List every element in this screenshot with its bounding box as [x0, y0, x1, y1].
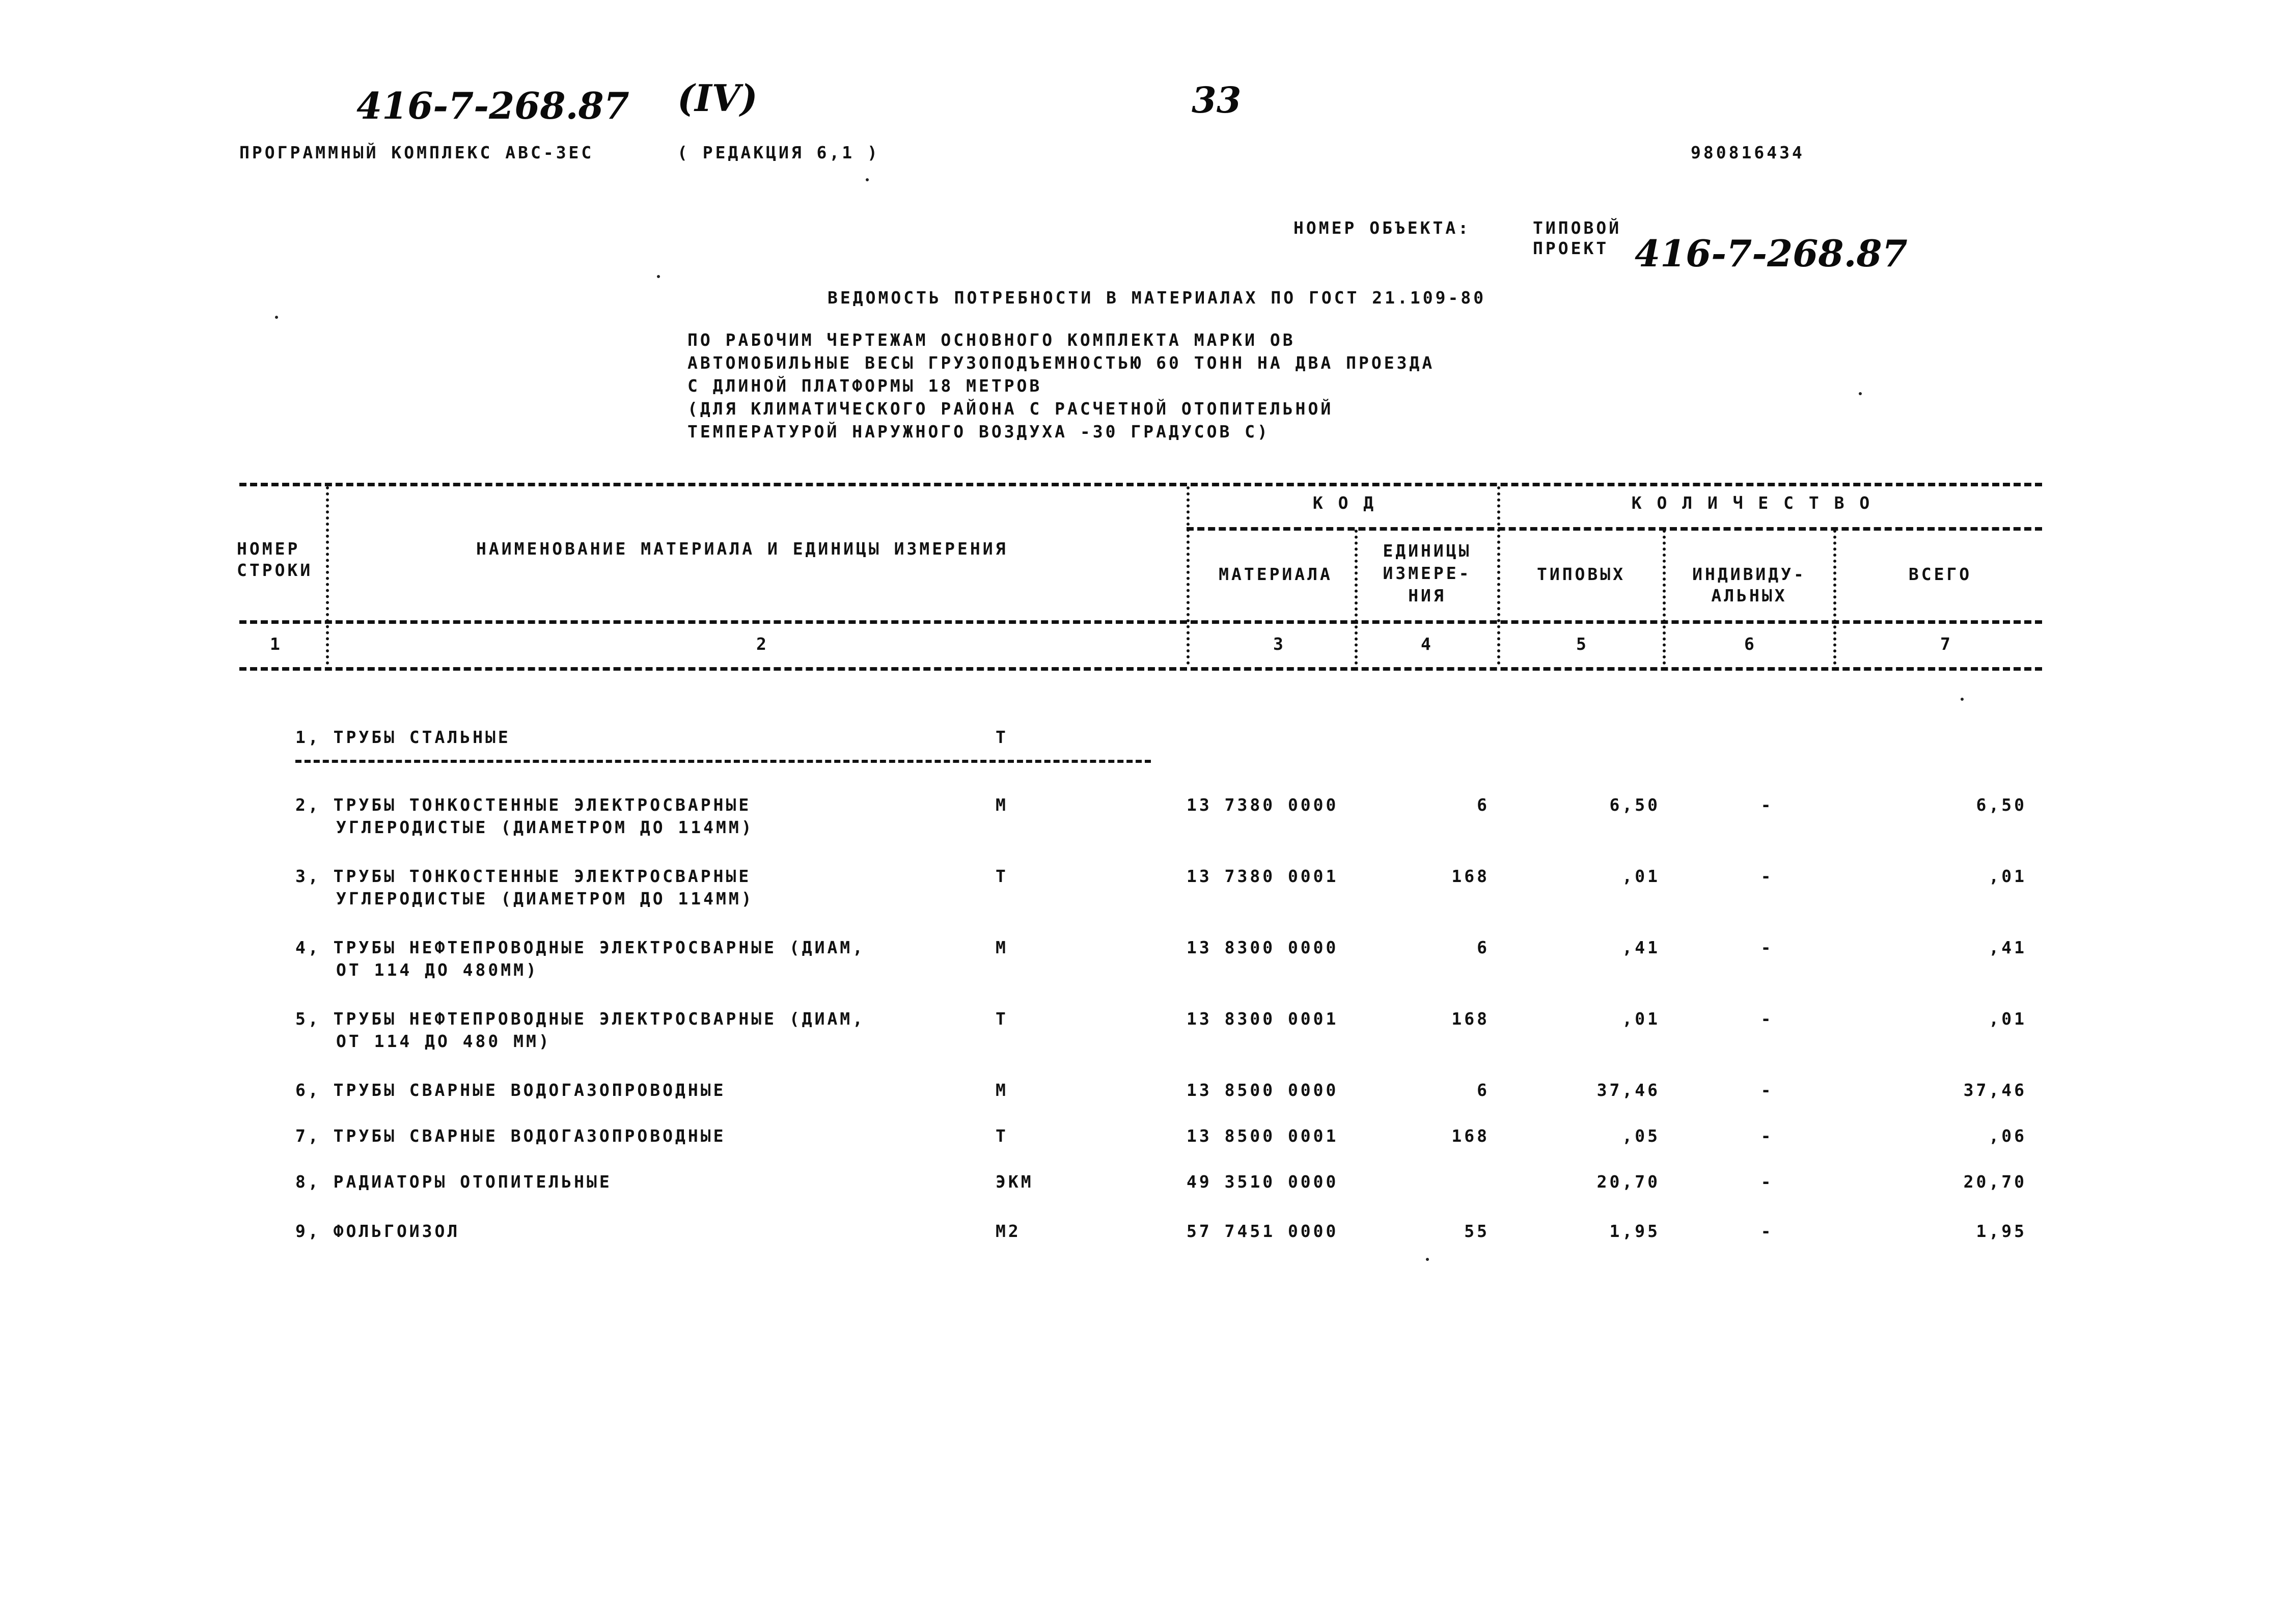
document-title: ВЕДОМОСТЬ ПОТРЕБНОСТИ В МАТЕРИАЛАХ ПО ГОСТ 21.109-80	[828, 288, 1486, 308]
qty-individual: -	[1760, 1172, 1774, 1192]
header-material-code: МАТЕРИАЛА	[1219, 564, 1333, 584]
material-name-cont: ОТ 114 ДО 480 ММ)	[336, 1031, 552, 1051]
unit: М	[996, 938, 1008, 957]
header-total: ВСЕГО	[1908, 564, 1972, 584]
table-row	[0, 865, 2286, 911]
qty-total: ,01	[1989, 866, 2027, 886]
col-separator	[1497, 486, 1500, 665]
document-number: 980816434	[1691, 143, 1805, 162]
header-unit-code: НИЯ	[1408, 586, 1446, 605]
material-name-cont: УГЛЕРОДИСТЫЕ (ДИАМЕТРОМ ДО 114ММ)	[336, 817, 754, 837]
material-name: 8, РАДИАТОРЫ ОТОПИТЕЛЬНЫЕ	[295, 1172, 612, 1192]
scan-speck	[1859, 392, 1862, 395]
table-row	[0, 1124, 2286, 1170]
column-number: 2	[756, 634, 769, 654]
project-label: ПРОЕКТ	[1533, 238, 1609, 258]
unit: М	[996, 795, 1008, 815]
qty-typical: ,01	[1622, 1009, 1660, 1029]
scan-speck	[1961, 698, 1964, 701]
object-number-label: НОМЕР ОБЪЕКТА:	[1293, 218, 1471, 238]
qty-typical: 37,46	[1596, 1080, 1660, 1100]
material-name: 6, ТРУБЫ СВАРНЫЕ ВОДОГАЗОПРОВОДНЫЕ	[295, 1080, 726, 1100]
qty-typical: ,41	[1622, 938, 1660, 957]
qty-individual: -	[1760, 866, 1774, 886]
unit: М2	[996, 1221, 1021, 1241]
handwritten-code: 416-7-268.87	[356, 84, 629, 127]
header-row-number: НОМЕР	[237, 539, 300, 559]
material-name: 2, ТРУБЫ ТОНКОСТЕННЫЕ ЭЛЕКТРОСВАРНЫЕ	[295, 795, 752, 815]
material-name: 4, ТРУБЫ НЕФТЕПРОВОДНЫЕ ЭЛЕКТРОСВАРНЫЕ (ДИАМ,	[295, 938, 866, 957]
qty-total: ,01	[1989, 1009, 2027, 1029]
col-separator	[1663, 530, 1666, 665]
qty-total: ,06	[1989, 1126, 2027, 1146]
qty-individual: -	[1760, 938, 1774, 957]
header-material-name: НАИМЕНОВАНИЕ МАТЕРИАЛА И ЕДИНИЦЫ ИЗМЕРЕНИЯ	[476, 539, 1008, 559]
unit-code: 168	[1451, 1126, 1490, 1146]
material-code: 13 7380 0000	[1187, 795, 1339, 815]
material-name-cont: ОТ 114 ДО 480ММ)	[336, 960, 539, 980]
program-name: ПРОГРАММНЫЙ КОМПЛЕКС АВС-ЗЕС	[239, 143, 594, 162]
header-typical: ТИПОВЫХ	[1536, 564, 1626, 584]
unit-code: 6	[1477, 795, 1490, 815]
qty-typical: ,01	[1622, 866, 1660, 886]
header-quantity: К О Л И Ч Е С Т В О	[1631, 493, 1872, 513]
qty-individual: -	[1760, 1080, 1774, 1100]
material-code: 13 8500 0001	[1187, 1126, 1339, 1146]
unit: М	[996, 1080, 1008, 1100]
unit-code: 168	[1451, 866, 1490, 886]
material-name: 5, ТРУБЫ НЕФТЕПРОВОДНЫЕ ЭЛЕКТРОСВАРНЫЕ (ДИАМ,	[295, 1009, 866, 1029]
header-row-number: СТРОКИ	[237, 560, 313, 580]
qty-individual: -	[1760, 1009, 1774, 1029]
unit-code: 6	[1477, 938, 1490, 957]
column-number: 7	[1940, 634, 1953, 654]
handwritten-roman-numeral: (IV)	[677, 76, 758, 120]
table-row	[0, 936, 2286, 982]
unit: Т	[996, 866, 1008, 886]
qty-total: 20,70	[1963, 1172, 2027, 1192]
table-row	[0, 726, 2286, 772]
table-row	[0, 1007, 2286, 1053]
subtitle-line: АВТОМОБИЛЬНЫЕ ВЕСЫ ГРУЗОПОДЪЕМНОСТЬЮ 60 ТОНН НА ДВА ПРОЕЗДА	[687, 353, 1435, 373]
table-row	[0, 1220, 2286, 1265]
header-unit-code: ИЗМЕРЕ-	[1383, 563, 1472, 583]
col-separator	[1355, 530, 1358, 665]
header-unit-code: ЕДИНИЦЫ	[1383, 541, 1472, 561]
column-number: 1	[270, 634, 283, 654]
header-individual: АЛЬНЫХ	[1711, 586, 1787, 605]
material-code: 13 7380 0001	[1187, 866, 1339, 886]
material-code: 13 8300 0000	[1187, 938, 1339, 957]
typical-label: ТИПОВОЙ	[1533, 218, 1622, 238]
handwritten-project-code: 416-7-268.87	[1635, 232, 1908, 275]
scan-speck	[275, 316, 278, 319]
col-separator	[1187, 486, 1190, 665]
header-individual: ИНДИВИДУ-	[1692, 564, 1806, 584]
unit: Т	[996, 1009, 1008, 1029]
page-number: 33	[1192, 79, 1242, 121]
material-name: 7, ТРУБЫ СВАРНЫЕ ВОДОГАЗОПРОВОДНЫЕ	[295, 1126, 726, 1146]
column-number: 6	[1744, 634, 1757, 654]
edition: ( РЕДАКЦИЯ 6,1 )	[677, 143, 880, 162]
qty-typical: 20,70	[1596, 1172, 1660, 1192]
qty-typical: 6,50	[1609, 795, 1660, 815]
material-code: 49 3510 0000	[1187, 1172, 1339, 1192]
unit: Т	[996, 1126, 1008, 1146]
material-code: 13 8300 0001	[1187, 1009, 1339, 1029]
qty-individual: -	[1760, 1126, 1774, 1146]
material-code: 57 7451 0000	[1187, 1221, 1339, 1241]
subtitle-line: С ДЛИНОЙ ПЛАТФОРМЫ 18 МЕТРОВ	[687, 376, 1042, 396]
header-bottom-rule	[239, 620, 2042, 624]
unit: Т	[996, 727, 1008, 747]
material-code: 13 8500 0000	[1187, 1080, 1339, 1100]
qty-total: ,41	[1989, 938, 2027, 957]
scan-speck	[1426, 1258, 1429, 1261]
scan-speck	[866, 178, 869, 181]
scan-speck	[657, 275, 660, 278]
table-numbers-rule	[239, 667, 2042, 671]
unit: ЭКМ	[996, 1172, 1034, 1192]
subtitle-line: ТЕМПЕРАТУРОЙ НАРУЖНОГО ВОЗДУХА -30 ГРАДУСОВ С)	[687, 422, 1270, 442]
unit-code: 6	[1477, 1080, 1490, 1100]
table-row	[0, 793, 2286, 839]
qty-individual: -	[1760, 1221, 1774, 1241]
column-number: 4	[1421, 634, 1434, 654]
qty-individual: -	[1760, 795, 1774, 815]
qty-total: 6,50	[1976, 795, 2027, 815]
material-name-cont: УГЛЕРОДИСТЫЕ (ДИАМЕТРОМ ДО 114ММ)	[336, 889, 754, 909]
section-underline	[295, 760, 1151, 763]
unit-code: 168	[1451, 1009, 1490, 1029]
col-separator	[326, 486, 329, 665]
column-number: 5	[1576, 634, 1589, 654]
subtitle-line: (ДЛЯ КЛИМАТИЧЕСКОГО РАЙОНА С РАСЧЕТНОЙ ОТОПИТЕЛЬНОЙ	[687, 399, 1334, 419]
unit-code: 55	[1464, 1221, 1490, 1241]
qty-total: 37,46	[1963, 1080, 2027, 1100]
qty-typical: 1,95	[1609, 1221, 1660, 1241]
qty-total: 1,95	[1976, 1221, 2027, 1241]
table-row	[0, 1170, 2286, 1216]
qty-typical: ,05	[1622, 1126, 1660, 1146]
subtitle-line: ПО РАБОЧИМ ЧЕРТЕЖАМ ОСНОВНОГО КОМПЛЕКТА МАРКИ ОВ	[687, 330, 1296, 350]
table-row	[0, 1079, 2286, 1124]
material-name: 3, ТРУБЫ ТОНКОСТЕННЫЕ ЭЛЕКТРОСВАРНЫЕ	[295, 866, 752, 886]
col-separator	[1833, 530, 1836, 665]
material-name: 9, ФОЛЬГОИЗОЛ	[295, 1221, 460, 1241]
header-code: К О Д	[1312, 493, 1376, 513]
table-top-rule	[239, 483, 2042, 486]
header-mid-rule	[1187, 527, 2042, 531]
material-name: 1, ТРУБЫ СТАЛЬНЫЕ	[295, 727, 511, 747]
column-number: 3	[1273, 634, 1286, 654]
